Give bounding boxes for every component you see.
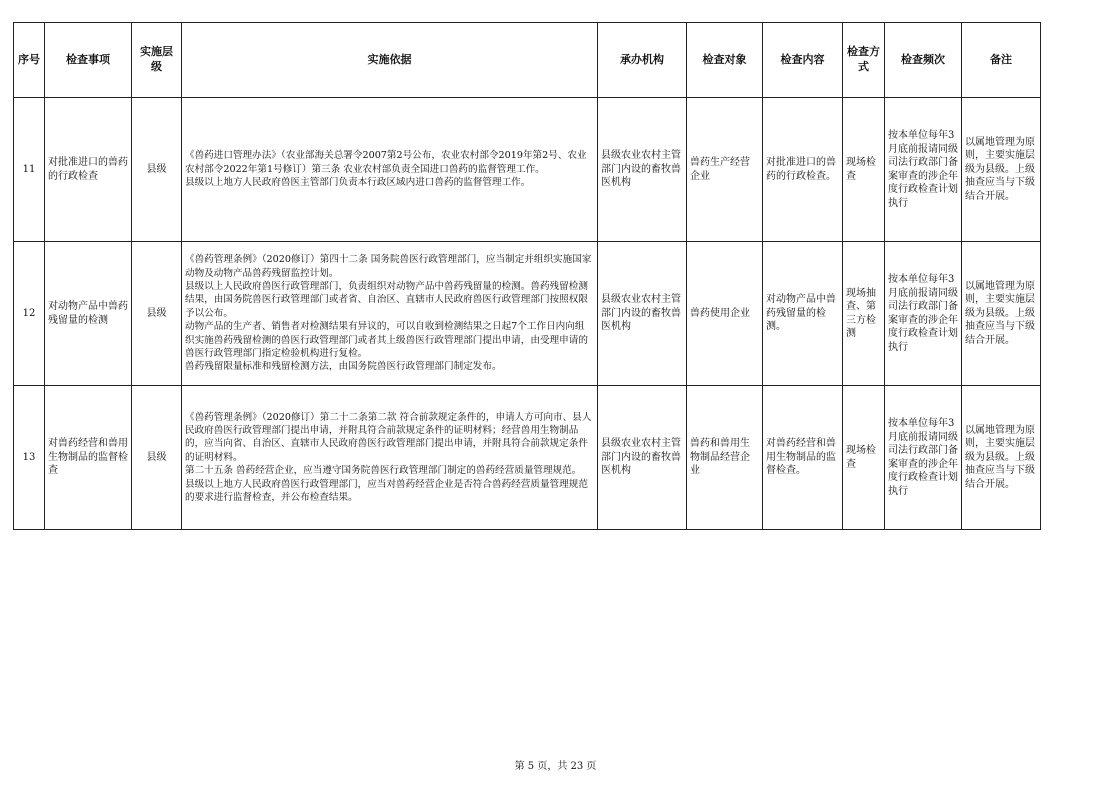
cell-no: 12 bbox=[14, 242, 45, 386]
header-object: 检查对象 bbox=[687, 23, 763, 98]
header-org: 承办机构 bbox=[598, 23, 687, 98]
cell-basis: 《兽药进口管理办法》（农业部海关总署令2007第2号公布，农业农村部令2019年第2号、农业农村部令2022年第1号修订）第三条 农业农村部负责全国进口兽药的监督管理工作。 县级以上地方人民政府兽医主管部门负责本行政区域内进口兽药的监督管理工作。 bbox=[182, 98, 598, 242]
cell-frequency: 按本单位每年3月底前报请同级司法行政部门备案审查的涉企年度行政检查计划执行 bbox=[885, 242, 962, 386]
cell-no: 11 bbox=[14, 98, 45, 242]
cell-basis: 《兽药管理条例》（2020修订）第二十二条第二款 符合前款规定条件的，申请人方可向市、县人民政府兽医行政管理部门提出申请，并附具符合前款规定条件的证明材料；经营兽用生物制品的，应当向省、自治区、直辖市人民政府兽医行政管理部门提出申请，并附具符合前款规定条件的证明材料。 第二十五条 兽药经营企业，应当遵守国务院兽医行政管理部门制定的兽药经营质量管理规范。 县级以上地方人民政府兽医行政管理部门，应当对兽药经营企业是否符合兽药经营质量管理规范的要求进行监督检查，并公布检查结果。 bbox=[182, 386, 598, 530]
cell-no: 13 bbox=[14, 386, 45, 530]
cell-content: 对动物产品中兽药残留量的检测。 bbox=[763, 242, 843, 386]
table-row bbox=[14, 98, 1041, 242]
cell-org: 县级农业农村主管部门内设的畜牧兽医机构 bbox=[598, 98, 687, 242]
cell-level: 县级 bbox=[132, 242, 182, 386]
cell-item: 对动物产品中兽药残留量的检测 bbox=[45, 242, 132, 386]
cell-level: 县级 bbox=[132, 98, 182, 242]
table-row bbox=[14, 386, 1041, 530]
header-item: 检查事项 bbox=[45, 23, 132, 98]
cell-frequency: 按本单位每年3月底前报请同级司法行政部门备案审查的涉企年度行政检查计划执行 bbox=[885, 386, 962, 530]
cell-remark: 以属地管理为原则，主要实施层级为县级。上级抽查应当与下级结合开展。 bbox=[962, 242, 1041, 386]
header-remark: 备注 bbox=[962, 23, 1041, 98]
table-row bbox=[14, 242, 1041, 386]
cell-object: 兽药和兽用生物制品经营企业 bbox=[687, 386, 763, 530]
cell-basis: 《兽药管理条例》（2020修订）第四十二条 国务院兽医行政管理部门，应当制定并组织实施国家动物及动物产品兽药残留监控计划。 县级以上人民政府兽医行政管理部门，负责组织对动物产品中兽药残留量的检测。兽药残留检测结果，由国务院兽医行政管理部门或者省、自治区、直辖市人民政府兽医行政管理部门按照权限予以公布。 动物产品的生产者、销售者对检测结果有异议的，可以自收到检测结果之日起7个工作日内向组织实施兽药残留检测的兽医行政管理部门或者其上级兽医行政管理部门提出申请，由受理申请的兽医行政管理部门指定检验机构进行复检。 兽药残留限量标准和残留检测方法，由国务院兽医行政管理部门制定发布。 bbox=[182, 242, 598, 386]
cell-object: 兽药生产经营企业 bbox=[687, 98, 763, 242]
header-frequency: 检查频次 bbox=[885, 23, 962, 98]
cell-content: 对批准进口的兽药的行政检查。 bbox=[763, 98, 843, 242]
cell-item: 对兽药经营和兽用生物制品的监督检查 bbox=[45, 386, 132, 530]
header-level: 实施层级 bbox=[132, 23, 182, 98]
cell-level: 县级 bbox=[132, 386, 182, 530]
cell-remark: 以属地管理为原则，主要实施层级为县级。上级抽查应当与下级结合开展。 bbox=[962, 386, 1041, 530]
cell-org: 县级农业农村主管部门内设的畜牧兽医机构 bbox=[598, 386, 687, 530]
table-header-row bbox=[14, 23, 1041, 98]
header-basis: 实施依据 bbox=[182, 23, 598, 98]
cell-remark: 以属地管理为原则，主要实施层级为县级。上级抽查应当与下级结合开展。 bbox=[962, 98, 1041, 242]
cell-item: 对批准进口的兽药的行政检查 bbox=[45, 98, 132, 242]
cell-frequency: 按本单位每年3月底前报请同级司法行政部门备案审查的涉企年度行政检查计划执行 bbox=[885, 98, 962, 242]
cell-method: 现场检查 bbox=[843, 98, 885, 242]
cell-method: 现场抽查、第三方检测 bbox=[843, 242, 885, 386]
cell-content: 对兽药经营和兽用生物制品的监督检查。 bbox=[763, 386, 843, 530]
cell-object: 兽药使用企业 bbox=[687, 242, 763, 386]
inspection-table bbox=[13, 22, 1041, 530]
cell-method: 现场检查 bbox=[843, 386, 885, 530]
header-content: 检查内容 bbox=[763, 23, 843, 98]
header-method: 检查方式 bbox=[843, 23, 885, 98]
page-number: 第 5 页，共 23 页 bbox=[514, 761, 597, 772]
header-no: 序号 bbox=[14, 23, 45, 98]
cell-org: 县级农业农村主管部门内设的畜牧兽医机构 bbox=[598, 242, 687, 386]
